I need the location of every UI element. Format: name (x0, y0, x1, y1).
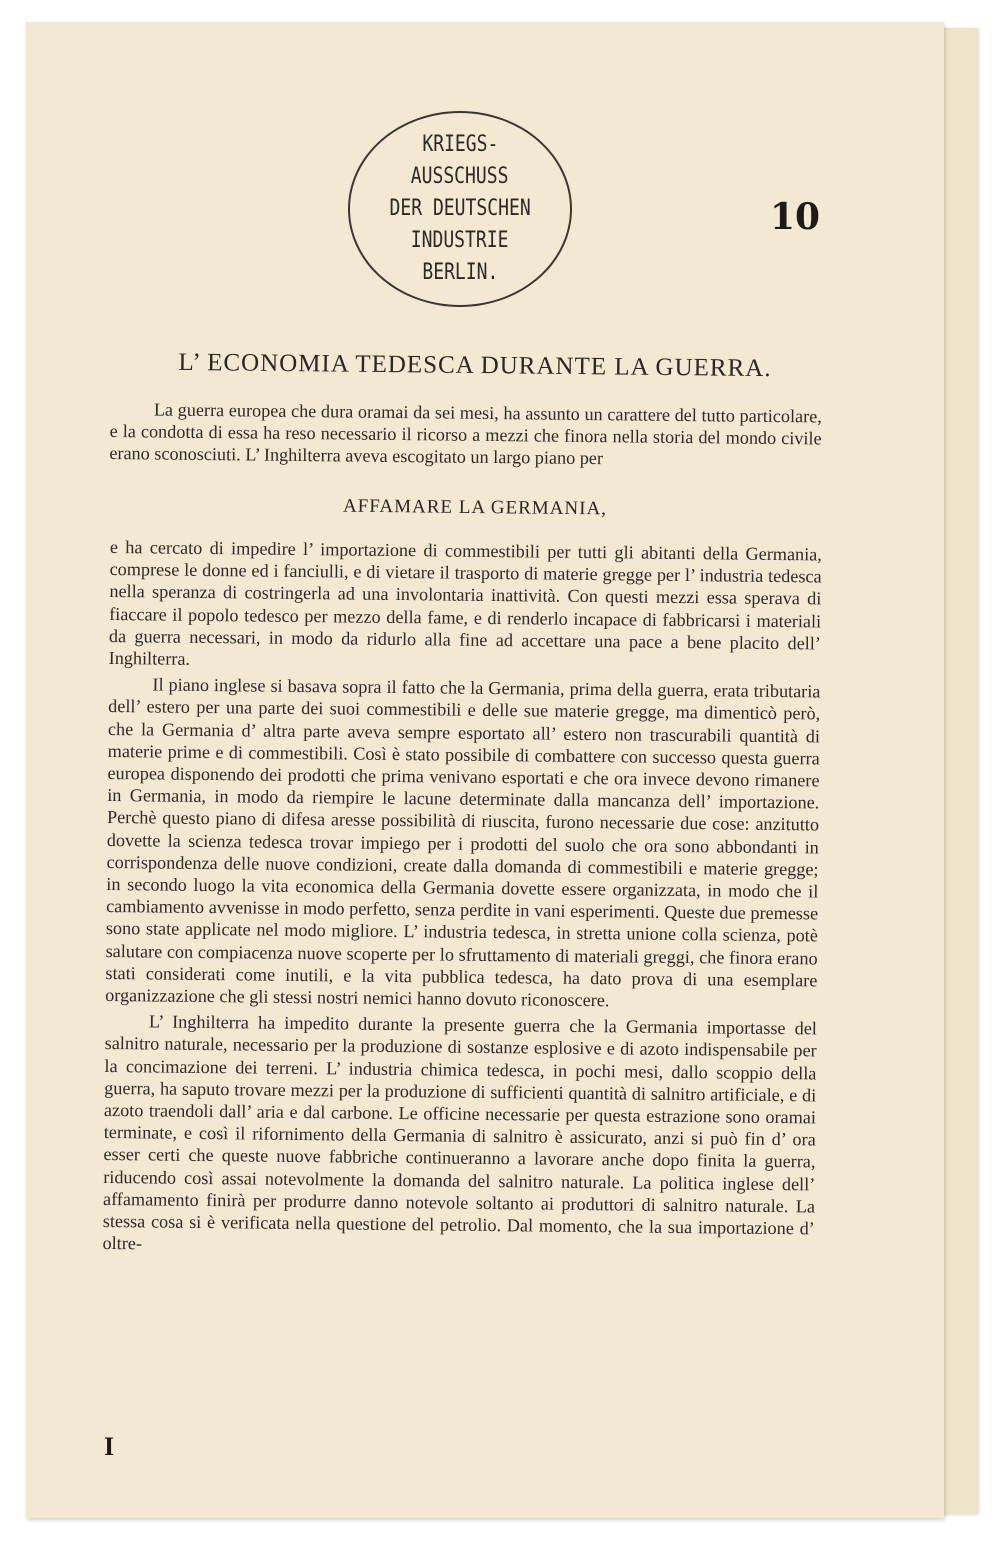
sheet-marker: I (104, 1432, 115, 1461)
intro-block (109, 398, 822, 472)
stamp-line: DER DEUTSCHEN (389, 196, 531, 221)
stamp-line: INDUSTRIE (411, 228, 509, 253)
stamp-line: KRIEGS- (421, 132, 499, 157)
section-subheading: AFFAMARE LA GERMANIA, (342, 495, 608, 520)
body-paragraph: e ha cercato di impedire l’ importazione di commestibili per tutti gli abitanti della Germania, comprese le donne ed i fanciulli, e di vietare il trasporto di materie gregge per l’ industria tedesca nella speranza di costringerla ad una involontaria inattività. Con questi mezzi essa sperava di fiaccare il popolo tedesco per mezzo della fame, e di renderlo incapace di fabbricarsi i materiali da guerra necessari, in modo da ridurlo alla fine ad accettare una pace a bene placito dell’ Inghilterra. (108, 536, 822, 669)
publisher-stamp (348, 111, 572, 307)
stamp-line: BERLIN. (421, 260, 499, 285)
page-number: 10 (770, 196, 821, 238)
body-block (102, 536, 821, 1262)
stamp-line: AUSSCHUSS (411, 164, 509, 189)
article-title: L’ ECONOMIA TEDESCA DURANTE LA GUERRA. (178, 348, 772, 383)
body-paragraph: Il piano inglese si basava sopra il fatto che la Germania, prima della guerra, erata tributaria dell’ estero per una parte dei suoi commestibili e delle sue materie gregge, ma dimenticò però, che la Germania d’ altra parte aveva sempre esportato all’ estero non trascurabili quantità di materie prime e di commestibili. Così è stato possibile di combattere con successo questa guerra europea disponendo dei prodotti che prima venivano esportati e che ora invece devono rimanere in Germania, in modo da riempire le lacune determinate dalla mancanza dell’ importazione. Perchè questo piano di difesa aresse possibilità di riuscita, furono necessarie due cose: anzitutto dovette la scienza tedesca trovar impiego per i prodotti del suolo che ora sono abbondanti in corrispondenza delle nuove condizioni, create dalla domanda di commestibili e materie gregge; in secondo luogo la vita economica della Germania dovette essere organizzata, in modo che il cambiamento avvenisse in modo perfetto, senza perdite in vani esperimenti. Queste due premesse sono state applicate nel modo migliore. L’ industria tedesca, in stretta unione colla scienza, potè salutare con compiacenza nuove scoperte per lo sfruttamento di materiali greggi, che finora erano stati considerati come inutili, e la vita pubblica tedesca, ha dato prova di una esemplare organizzazione che gli stessi nostri nemici hanno dovuto riconoscere. (105, 674, 821, 1011)
intro-paragraph: La guerra europea che dura oramai da sei mesi, ha assunto un carattere del tutto particolare, e la condotta di essa ha reso necessario il ricorso a mezzi che finora nella storia del mondo civile erano sconosciuti. L’ Inghilterra aveva escogitato un largo piano per (109, 399, 822, 469)
body-paragraph: L’ Inghilterra ha impedito durante la presente guerra che la Germania importasse del salnitro naturale, necessario per la produzione di sostanze esplosive e di azoto indispensabile per la concimazione dei terreni. L’ industria chimica tedesca, in pochi mesi, dallo scoppio della guerra, ha saputo trovare mezzi per la produzione di sufficienti quantità di salnitro artificiale, e di azoto traendoli dall’ aria e dal carbone. Le officine necessarie per questa estrazione sono oramai terminate, e così il rifornimento della Germania di salnitro è assicurato, anzi si può fin d’ ora esser certi che queste nuove fabbriche continueranno a lavorare anche dopo finita la guerra, riducendo così assai notevolmente la domanda del salnitro naturale. La politica inglese dell’ affamamento finirà per produrre danno notevole soltanto ai produttori di salnitro naturale. La stessa cosa si è verificata nella questione del petrolio. Dal momento, che la sua importazione d’ oltre- (102, 1011, 817, 1254)
